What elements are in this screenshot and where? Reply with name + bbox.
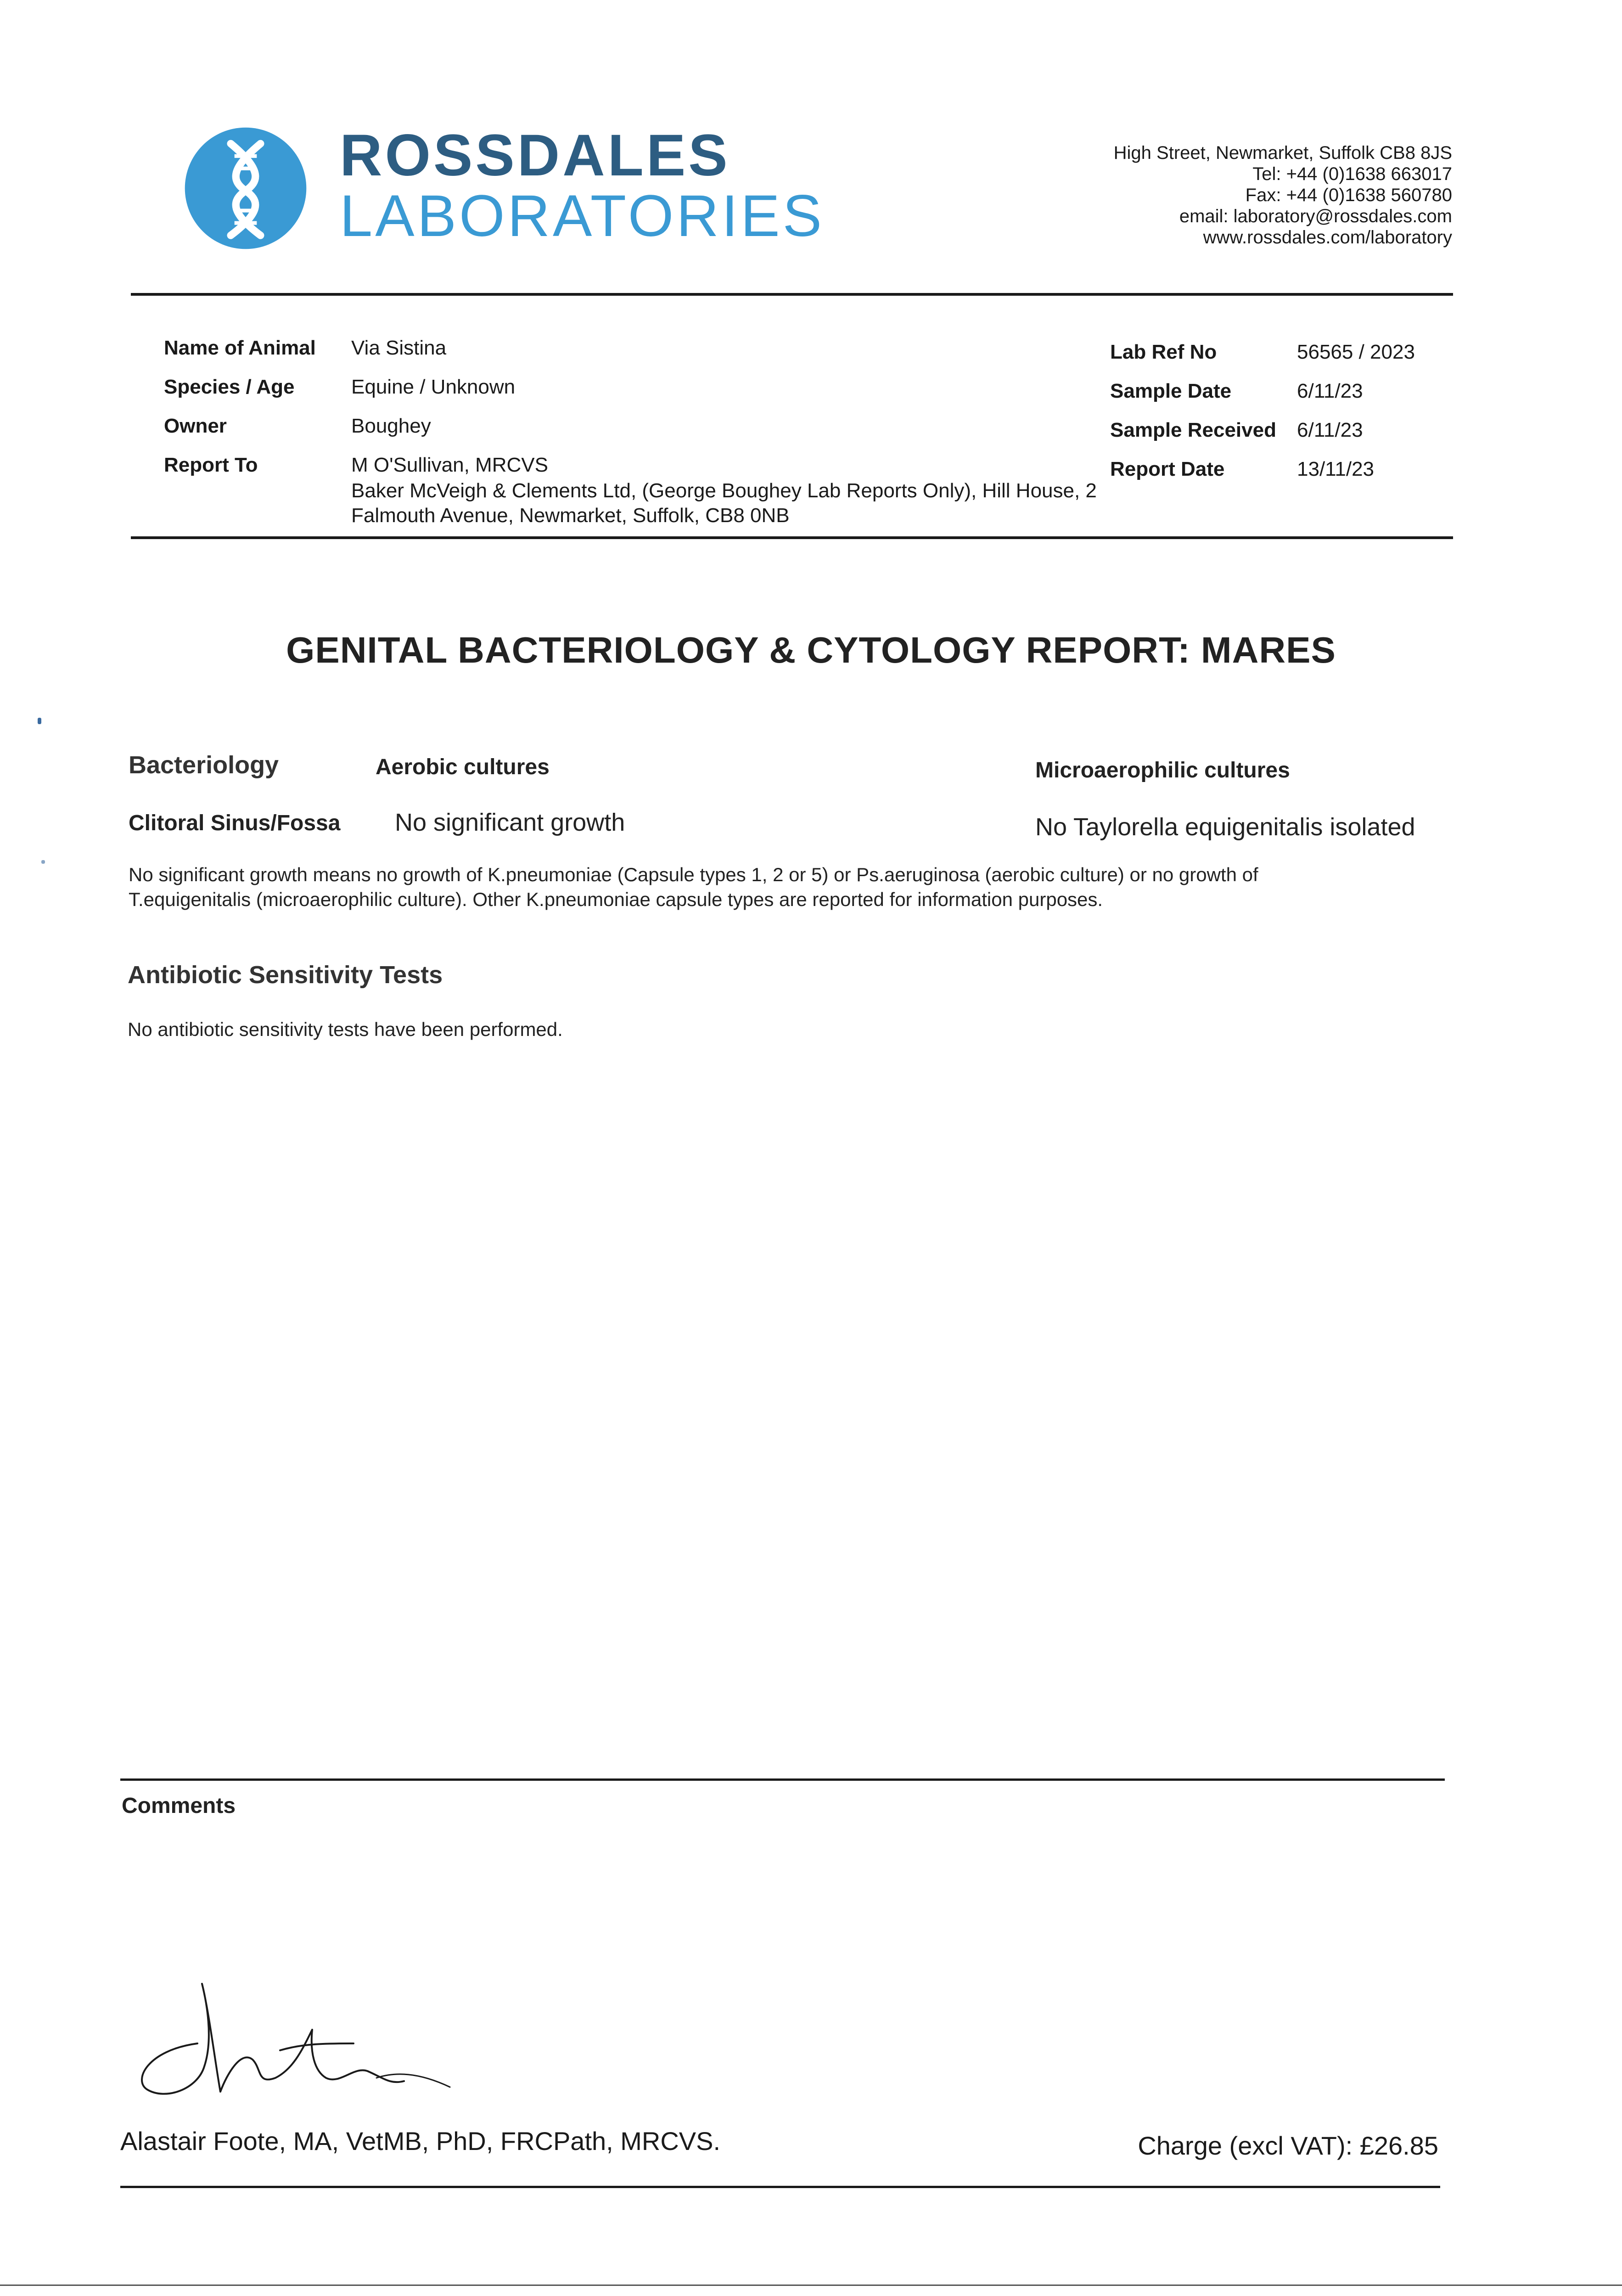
page-bottom-edge — [0, 2285, 1622, 2286]
lab-tel: Tel: +44 (0)1638 663017 — [1252, 164, 1452, 184]
comments-divider — [120, 1778, 1445, 1781]
signatory-name: Alastair Foote, MA, VetMB, PhD, FRCPath, MRCVS. — [120, 2127, 721, 2155]
microaerophilic-cultures-heading: Microaerophilic cultures — [1035, 758, 1290, 782]
lab-address: High Street, Newmarket, Suffolk CB8 8JS — [1113, 143, 1452, 163]
sample-received-label: Sample Received — [1110, 419, 1276, 441]
lab-ref-label: Lab Ref No — [1110, 341, 1217, 363]
patient-divider — [131, 536, 1453, 539]
report-to-name: M O'Sullivan, MRCVS — [351, 454, 548, 476]
species-age-label: Species / Age — [164, 376, 295, 398]
sample-site-label: Clitoral Sinus/Fossa — [129, 811, 341, 835]
interpretation-note: No significant growth means no growth of K.pneumoniae (Capsule types 1, 2 or 5) or Ps.aeruginosa (aerobic culture) or no growth of T.equigenitalis (microaerophilic culture). Other K.pneumoniae capsule types are reported for information purposes. — [129, 864, 1258, 910]
species-age-value: Equine / Unknown — [351, 376, 516, 398]
contact-block — [1114, 142, 1452, 248]
report-title: GENITAL BACTERIOLOGY & CYTOLOGY REPORT: MARES — [286, 630, 1336, 670]
charge-amount: Charge (excl VAT): £26.85 — [1138, 2131, 1438, 2160]
microaerophilic-result: No Taylorella equigenitalis isolated — [1035, 813, 1415, 841]
lab-fax: Fax: +44 (0)1638 560780 — [1245, 185, 1452, 205]
lab-ref-value: 56565 / 2023 — [1297, 341, 1415, 363]
brand-logo — [340, 123, 825, 249]
brand-line1: ROSSDALES — [340, 123, 730, 188]
lab-website[interactable]: www.rossdales.com/laboratory — [1203, 227, 1452, 248]
owner-value: Boughey — [351, 415, 431, 437]
lab-email[interactable]: email: laboratory@rossdales.com — [1179, 206, 1452, 226]
sample-date-value: 6/11/23 — [1297, 380, 1363, 402]
footer-divider — [120, 2186, 1440, 2188]
header-divider — [131, 293, 1453, 296]
aerobic-result: No significant growth — [395, 809, 625, 836]
brand-line2: LABORATORIES — [340, 183, 825, 249]
antibiotic-sensitivity-heading: Antibiotic Sensitivity Tests — [128, 961, 443, 989]
antibiotic-sensitivity-text: No antibiotic sensitivity tests have been performed. — [128, 1019, 563, 1040]
dna-helix-icon — [184, 126, 308, 250]
report-date-label: Report Date — [1110, 458, 1225, 480]
comments-label: Comments — [122, 1794, 236, 1818]
sample-received-value: 6/11/23 — [1297, 419, 1363, 441]
name-of-animal-value: Via Sistina — [351, 337, 447, 359]
scan-artifact-dot — [41, 860, 45, 864]
name-of-animal-label: Name of Animal — [164, 337, 316, 359]
report-to-label: Report To — [164, 454, 258, 476]
owner-label: Owner — [164, 415, 227, 437]
scan-artifact-dot — [38, 718, 41, 724]
aerobic-cultures-heading: Aerobic cultures — [376, 755, 550, 779]
signature-image — [129, 1975, 477, 2112]
bacteriology-heading: Bacteriology — [129, 751, 279, 779]
report-to-address: Baker McVeigh & Clements Ltd, (George Boughey Lab Reports Only), Hill House, 2 Falmouth Avenue, Newmarket, Suffolk, CB8 0NB — [351, 479, 1097, 527]
sample-date-label: Sample Date — [1110, 380, 1232, 402]
report-date-value: 13/11/23 — [1297, 458, 1375, 480]
